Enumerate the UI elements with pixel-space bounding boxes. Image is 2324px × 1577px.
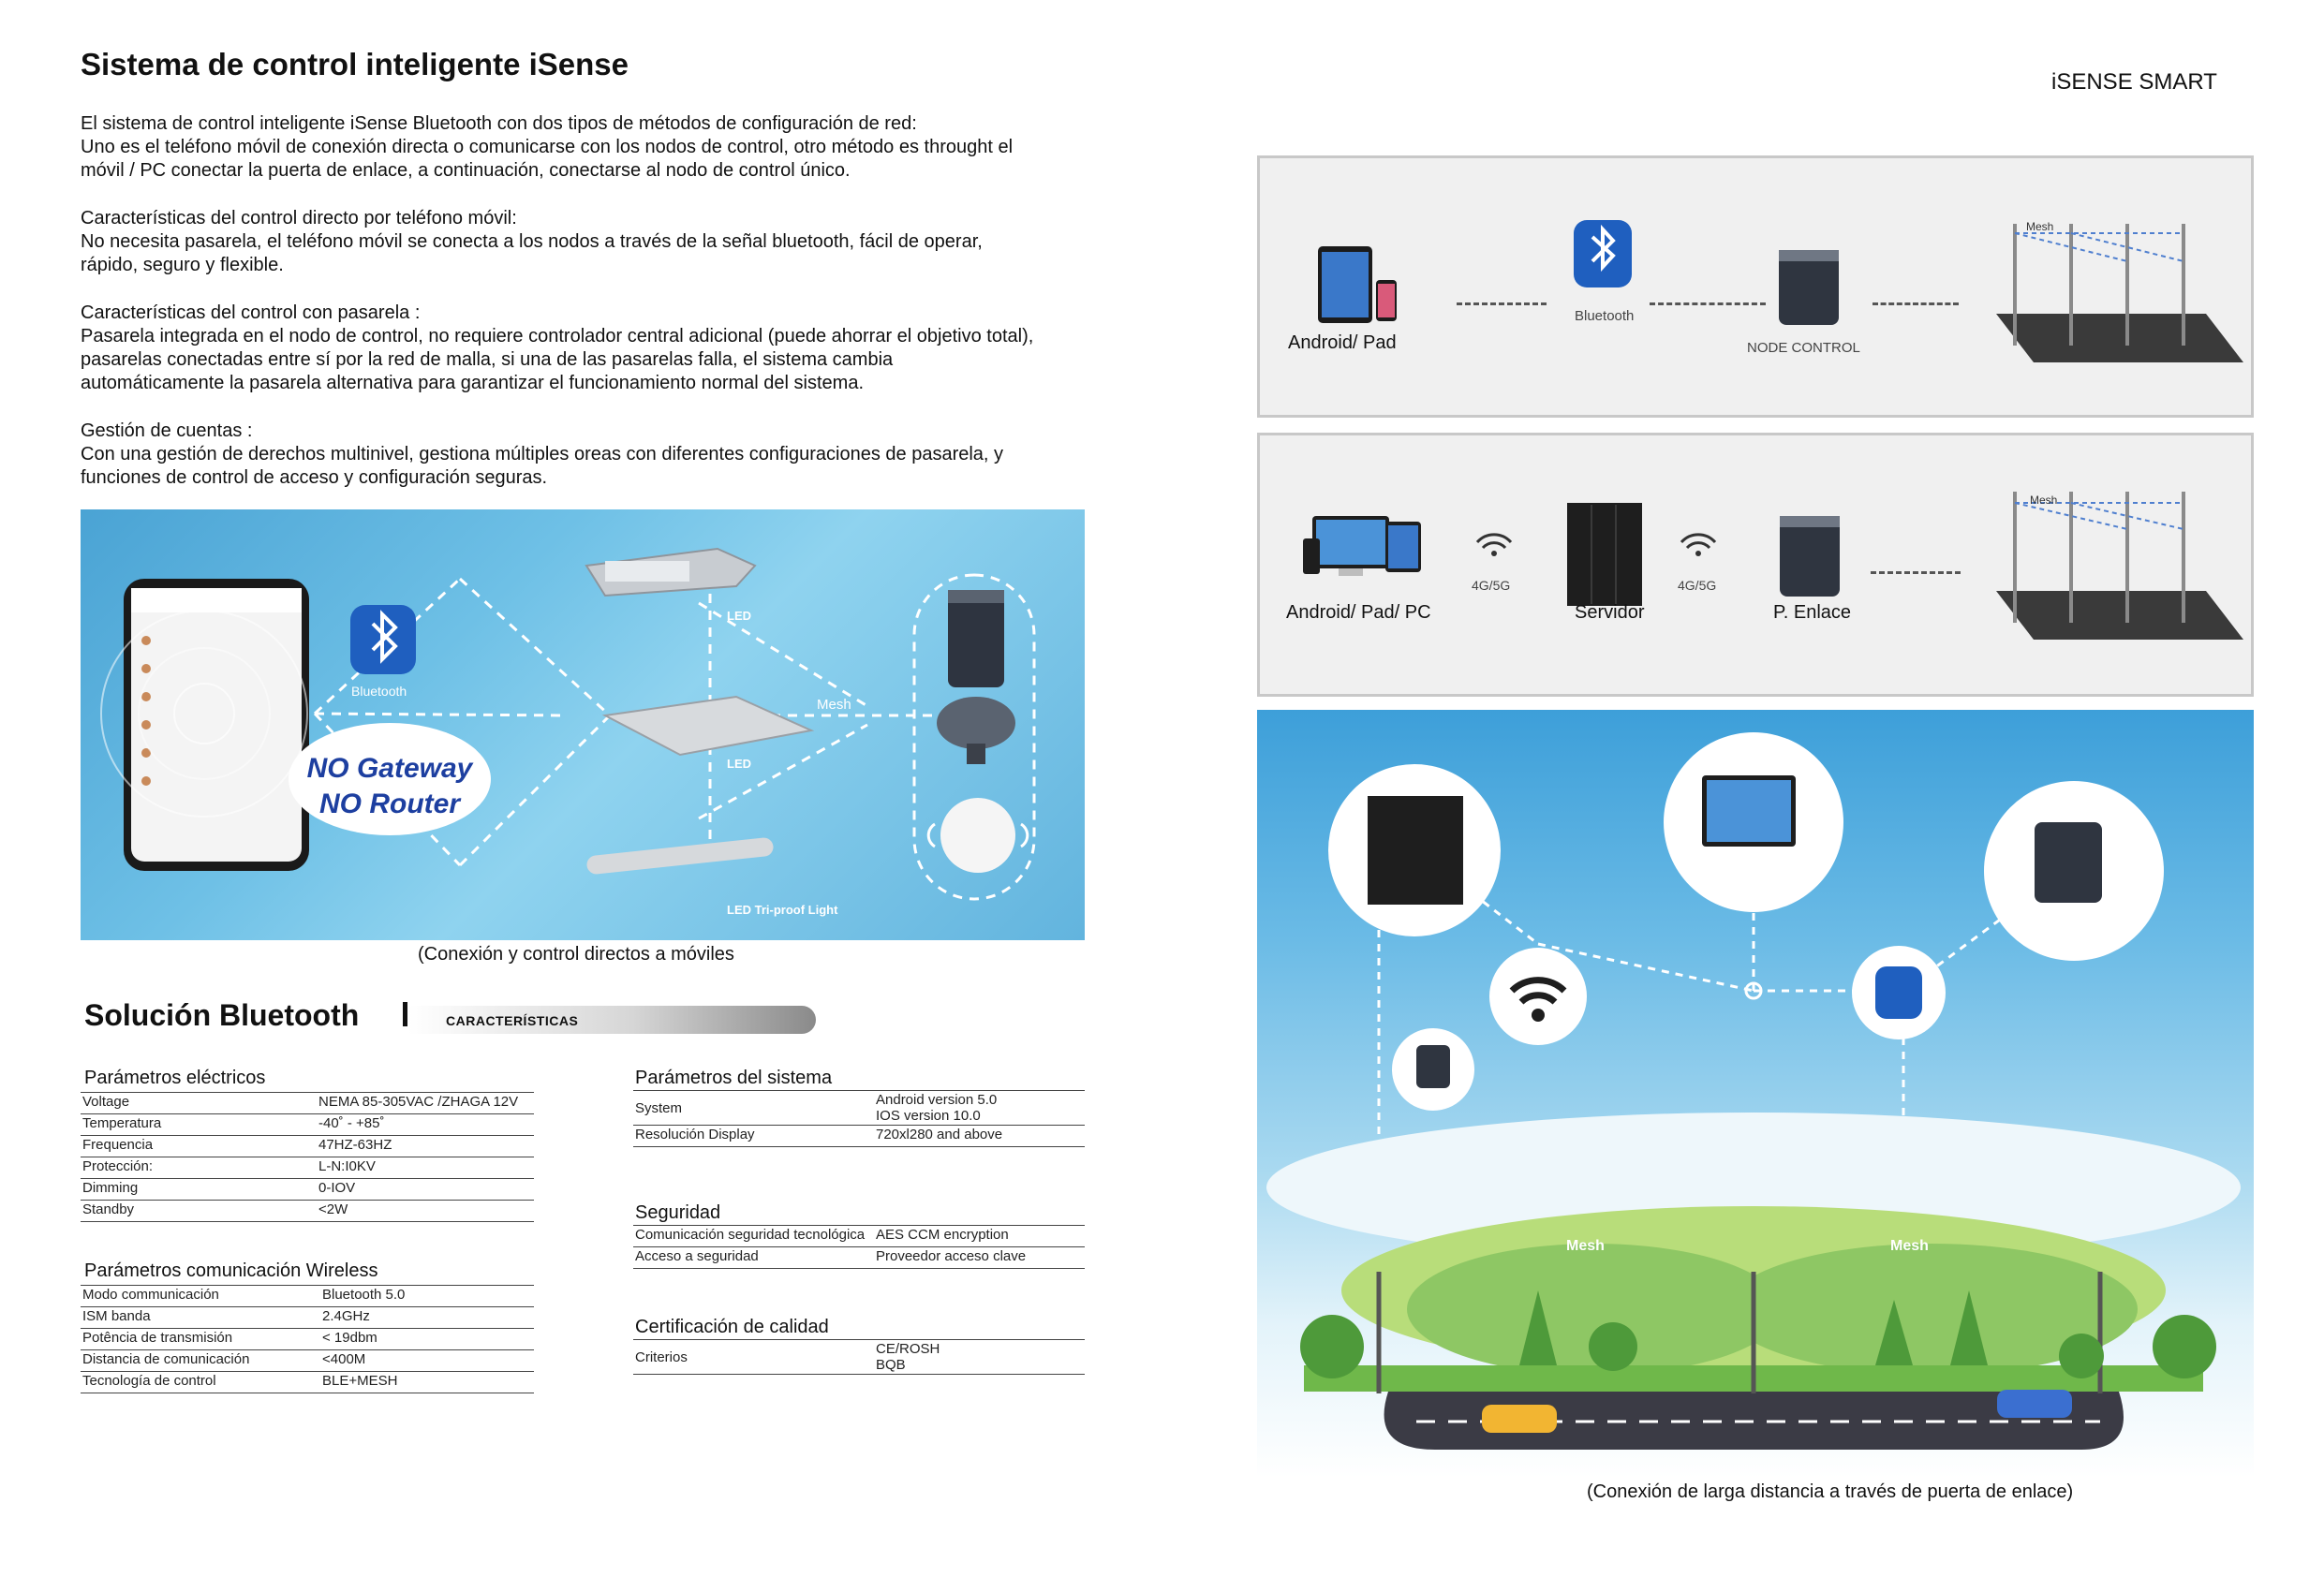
mesh-label: Mesh [2026, 220, 2054, 233]
network-label-1: 4G/5G [1472, 578, 1511, 593]
led-label-1: LED [727, 609, 751, 623]
table-row: Standby <2W [81, 1201, 534, 1222]
table-row: Distancia de comunicación <400M [81, 1350, 534, 1372]
security-title: Seguridad [635, 1202, 721, 1223]
dashed-connector [1457, 302, 1547, 305]
long-distance-illustration [1257, 710, 2254, 1478]
table-row: Dimming 0-IOV [81, 1179, 534, 1201]
mesh-label: Mesh [817, 697, 851, 713]
led-label-2: LED [727, 757, 751, 771]
direct-control-caption: (Conexión y control directos a móviles [418, 944, 734, 965]
table-row: Tecnología de control BLE+MESH [81, 1372, 534, 1393]
mesh-label: Mesh [2030, 494, 2058, 507]
intro-paragraph-1: El sistema de control inteligente iSense Bluetooth con dos tipos de métodos de configuración de red: Uno es el teléfono móvil de conexión directa o comunicarse con los nodos de control, otro método es throught el móvil / PC conectar la puerta de enlace, a continuación, conectarse al nodo de control único. [81, 113, 1014, 181]
quality-cert-table [633, 1339, 1085, 1375]
table-row: Resolución Display 720xl280 and above [633, 1126, 1085, 1147]
electrical-params-table [81, 1092, 534, 1222]
table-row: Comunicación seguridad tecnológica AES CCM encryption [633, 1226, 1085, 1247]
page-title: Sistema de control inteligente iSense [81, 47, 629, 81]
mesh-label-1: Mesh [1566, 1238, 1605, 1254]
tri-proof-label: LED Tri-proof Light [727, 903, 838, 917]
bluetooth-label: Bluetooth [1575, 308, 1635, 324]
table-row: Potência de transmisión < 19dbm [81, 1329, 534, 1350]
network-label-2: 4G/5G [1678, 578, 1717, 593]
phone-direct-diagram [1257, 155, 2254, 418]
wireless-params-table [81, 1285, 534, 1393]
dashed-connector [1650, 302, 1766, 305]
dashed-connector [1873, 302, 1959, 305]
table-row: ISM banda 2.4GHz [81, 1307, 534, 1329]
table-row: Modo communicación Bluetooth 5.0 [81, 1286, 534, 1307]
long-distance-caption: (Conexión de larga distancia a través de puerta de enlace) [1587, 1481, 2074, 1502]
quality-cert-title: Certificación de calidad [635, 1317, 829, 1337]
dashed-connector [1871, 571, 1961, 574]
intro-paragraph-3: Características del control con pasarela : Pasarela integrada en el nodo de control, no requiere controlador central adicional (puede ahorrar el objetivo total), pasarelas conectadas entre sí por la red de malla, si una de las pasarelas falla, el sistema cambia automáticamente la pasarela alternativa para garantizar el funcionamiento normal del sistema. [81, 302, 1034, 393]
characteristics-badge: CARACTERÍSTICAS [408, 1006, 816, 1034]
system-params-table [633, 1090, 1085, 1147]
table-row: Acceso a seguridad Proveedor acceso clave [633, 1247, 1085, 1269]
direct-control-illustration [81, 509, 1085, 940]
intro-paragraph-4: Gestión de cuentas : Con una gestión de derechos multinivel, gestiona múltiples oreas con diferentes configuraciones de pasarela, y funciones de control de acceso y configuración seguras. [81, 420, 1004, 488]
wireless-params-title: Parámetros comunicación Wireless [84, 1260, 378, 1281]
bluetooth-label: Bluetooth [351, 684, 407, 699]
device-label: Android/ Pad/ PC [1286, 602, 1431, 623]
solution-separator [403, 1002, 407, 1026]
node-control-label: NODE CONTROL [1747, 340, 1860, 356]
electrical-params-title: Parámetros eléctricos [84, 1068, 266, 1088]
table-row: Voltage NEMA 85-305VAC /ZHAGA 12V [81, 1093, 534, 1114]
mesh-label-2: Mesh [1890, 1238, 1929, 1254]
brand-name: iSENSE SMART [2051, 69, 2217, 95]
table-row: Temperatura -40˚ - +85˚ [81, 1114, 534, 1136]
intro-paragraph-2: Características del control directo por teléfono móvil: No necesita pasarela, el teléfono móvil se conecta a los nodos a través de la señal bluetooth, fácil de operar, rápido, seguro y flexible. [81, 208, 983, 275]
security-table [633, 1225, 1085, 1269]
solution-title: Solución Bluetooth [84, 998, 360, 1032]
table-row: Criterios CE/ROSH BQB [633, 1340, 1085, 1375]
system-params-title: Parámetros del sistema [635, 1068, 833, 1088]
server-label: Servidor [1575, 602, 1645, 623]
no-gateway-text: NO Gateway NO Router [306, 753, 473, 819]
table-row: Protección: L-N:I0KV [81, 1157, 534, 1179]
device-label: Android/ Pad [1288, 332, 1397, 353]
table-row: Frequencia 47HZ-63HZ [81, 1136, 534, 1157]
gateway-label: P. Enlace [1773, 602, 1852, 623]
gateway-diagram [1257, 433, 2254, 697]
table-row: System Android version 5.0 IOS version 10.0 [633, 1091, 1085, 1126]
